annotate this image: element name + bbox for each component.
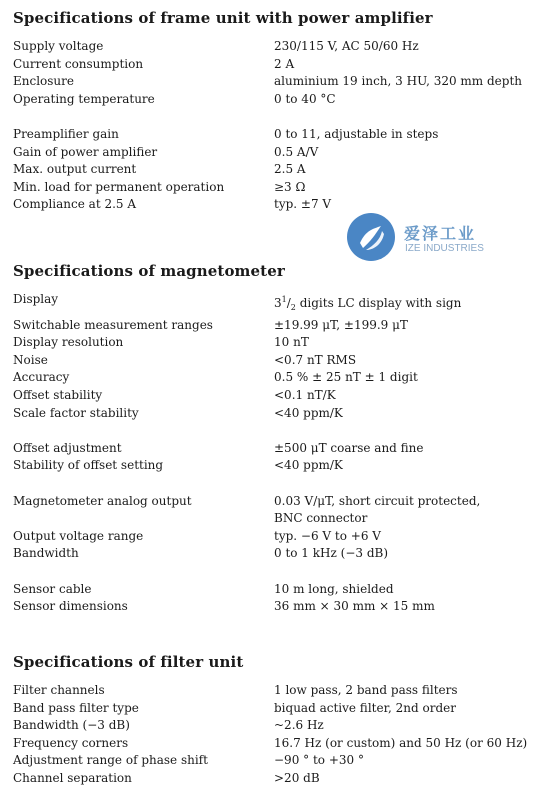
spec-label: Filter channels (13, 683, 105, 697)
spec-row (13, 317, 548, 335)
spec-row (13, 545, 548, 563)
ize-logo-icon (346, 212, 396, 262)
spec-label: Enclosure (13, 74, 74, 89)
watermark-text-cn: 爱泽工业 (404, 224, 477, 243)
spec-value (274, 144, 548, 162)
section-title: Specifications of frame unit with power amplifier (13, 9, 433, 27)
spec-value (274, 735, 548, 753)
spec-label: Switchable measurement ranges (13, 317, 213, 332)
spec-label: Scale factor stability (13, 405, 139, 420)
spec-value (274, 161, 548, 179)
spec-row (13, 161, 548, 179)
spec-label: Sensor dimensions (13, 599, 128, 614)
digits-denominator: 2 (290, 303, 296, 312)
spec-label: Adjustment range of phase shift (13, 753, 208, 768)
spec-row (13, 144, 548, 162)
spec-row (13, 38, 548, 56)
section-title: Specifications of magnetometer (13, 262, 285, 280)
spec-value-line: <0.7 nT RMS (274, 352, 357, 367)
spec-value (274, 126, 548, 144)
spec-row (13, 387, 548, 405)
spec-label: Gain of power amplifier (13, 144, 158, 159)
spec-value-line: 0.5 A/V (274, 144, 319, 159)
spec-value-line: ±500 μT coarse and fine (274, 440, 424, 455)
spec-label: Band pass filter type (13, 700, 139, 715)
spec-label: Operating temperature (13, 91, 155, 106)
spec-value (274, 545, 548, 563)
spec-value-line: 2.5 A (274, 162, 306, 177)
spec-row (13, 581, 548, 599)
spec-value-line: 0.5 % ± 25 nT ± 1 digit (274, 370, 418, 385)
spec-row (13, 126, 548, 144)
spec-row (13, 457, 548, 475)
spec-value (274, 179, 548, 197)
spec-value (274, 405, 548, 423)
section-frame-unit (13, 8, 548, 214)
spec-label: Stability of offset setting (13, 458, 164, 473)
spec-label: Bandwidth (−3 dB) (13, 718, 130, 733)
spec-value-line: 230/115 V, AC 50/60 Hz (274, 39, 419, 53)
spec-row (13, 369, 548, 387)
row-spacer (13, 563, 548, 581)
spec-value-line: typ. −6 V to +6 V (274, 528, 381, 543)
spec-value-line: 10 nT (274, 335, 309, 350)
spec-value (274, 717, 548, 735)
spec-row (13, 528, 548, 546)
spec-value-line: aluminium 19 inch, 3 HU, 320 mm depth (274, 74, 523, 89)
section-title: Specifications of filter unit (13, 653, 244, 671)
spec-value (274, 528, 548, 546)
spec-value (274, 91, 548, 109)
spec-row (13, 440, 548, 458)
watermark-text-en: IZE INDUSTRIES (405, 243, 484, 254)
spec-value-line: 0 to 11, adjustable in steps (274, 126, 439, 141)
watermark-logo (346, 212, 546, 262)
spec-value (274, 317, 548, 335)
spec-value (274, 291, 548, 317)
spec-row (13, 700, 548, 718)
row-spacer (13, 422, 548, 440)
display-digits-value: $3^1/_2$ digits LC display with sign (274, 295, 462, 312)
spec-value (274, 352, 548, 370)
section-filter-unit (13, 652, 548, 788)
spec-row (13, 682, 548, 700)
spec-label: Compliance at 2.5 A (13, 197, 137, 212)
spec-row (13, 73, 548, 91)
spec-label: Offset stability (13, 387, 103, 402)
spec-value (274, 73, 548, 91)
spec-row (13, 770, 548, 788)
spec-value-line: ~2.6 Hz (274, 718, 324, 733)
spec-row (13, 752, 548, 770)
spec-value-line: >20 dB (274, 770, 320, 785)
spec-value (274, 369, 548, 387)
spec-label: Output voltage range (13, 528, 144, 543)
spec-value (274, 387, 548, 405)
spec-value (274, 770, 548, 788)
spec-value (274, 38, 548, 56)
spec-label: Preamplifier gain (13, 126, 119, 141)
spec-row (13, 598, 548, 616)
section-magnetometer (13, 261, 548, 616)
spec-label: Min. load for permanent operation (13, 179, 225, 194)
spec-value-line: 1 low pass, 2 band pass filters (274, 683, 458, 697)
spec-label: Magnetometer analog output (13, 493, 192, 508)
spec-value-line: biquad active filter, 2nd order (274, 700, 456, 715)
spec-label: Frequency corners (13, 735, 129, 750)
spec-row (13, 405, 548, 423)
spec-row (13, 56, 548, 74)
spec-table (13, 38, 548, 214)
spec-row (13, 179, 548, 197)
spec-value-line: 2 A (274, 56, 295, 71)
spec-value-line: typ. ±7 V (274, 197, 332, 212)
spec-value-line: 0.03 V/μT, short circuit protected, (274, 493, 481, 508)
spec-value-line: 10 m long, shielded (274, 581, 394, 596)
spec-label: Accuracy (13, 370, 70, 385)
spec-value (274, 334, 548, 352)
spec-value (274, 598, 548, 616)
spec-label: Display (13, 292, 59, 306)
row-spacer (13, 108, 548, 126)
spec-value (274, 752, 548, 770)
spec-label: Supply voltage (13, 39, 104, 53)
digits-whole: 3 (274, 296, 282, 310)
spec-row (13, 735, 548, 753)
spec-value (274, 56, 548, 74)
spec-label: Display resolution (13, 335, 124, 350)
spec-value (274, 581, 548, 599)
spec-value-line: ≥3 Ω (274, 179, 306, 194)
spec-value-line: −90 ° to +30 ° (274, 753, 364, 768)
spec-value-line: BNC connector (274, 511, 368, 526)
spec-value-line: <40 ppm/K (274, 458, 343, 473)
spec-label: Offset adjustment (13, 440, 122, 455)
spec-table (13, 291, 548, 616)
spec-label: Current consumption (13, 56, 144, 71)
spec-row (13, 334, 548, 352)
spec-label: Bandwidth (13, 546, 79, 561)
spec-value-line: <40 ppm/K (274, 405, 343, 420)
row-spacer (13, 475, 548, 493)
spec-value (274, 493, 548, 528)
spec-value-line: 36 mm × 30 mm × 15 mm (274, 599, 435, 614)
spec-label: Noise (13, 352, 48, 367)
spec-row (13, 91, 548, 109)
spec-row (13, 493, 548, 528)
spec-label: Max. output current (13, 162, 137, 177)
spec-row (13, 352, 548, 370)
display-description: digits LC display with sign (299, 296, 462, 310)
spec-row (13, 717, 548, 735)
spec-value-line: 0 to 40 °C (274, 91, 336, 106)
spec-label: Sensor cable (13, 581, 92, 596)
spec-value (274, 700, 548, 718)
spec-value-line: 16.7 Hz (or custom) and 50 Hz (or 60 Hz) (274, 735, 528, 750)
spec-value (274, 440, 548, 458)
digits-numerator: 1 (281, 295, 287, 304)
spec-value-line: ±19.99 μT, ±199.9 μT (274, 317, 408, 332)
spec-value-line: 0 to 1 kHz (−3 dB) (274, 546, 388, 561)
spec-value-line: <0.1 nT/K (274, 387, 336, 402)
spec-value (274, 682, 548, 700)
spec-row (13, 291, 548, 317)
spec-value (274, 457, 548, 475)
spec-label: Channel separation (13, 770, 132, 785)
spec-table (13, 682, 548, 788)
